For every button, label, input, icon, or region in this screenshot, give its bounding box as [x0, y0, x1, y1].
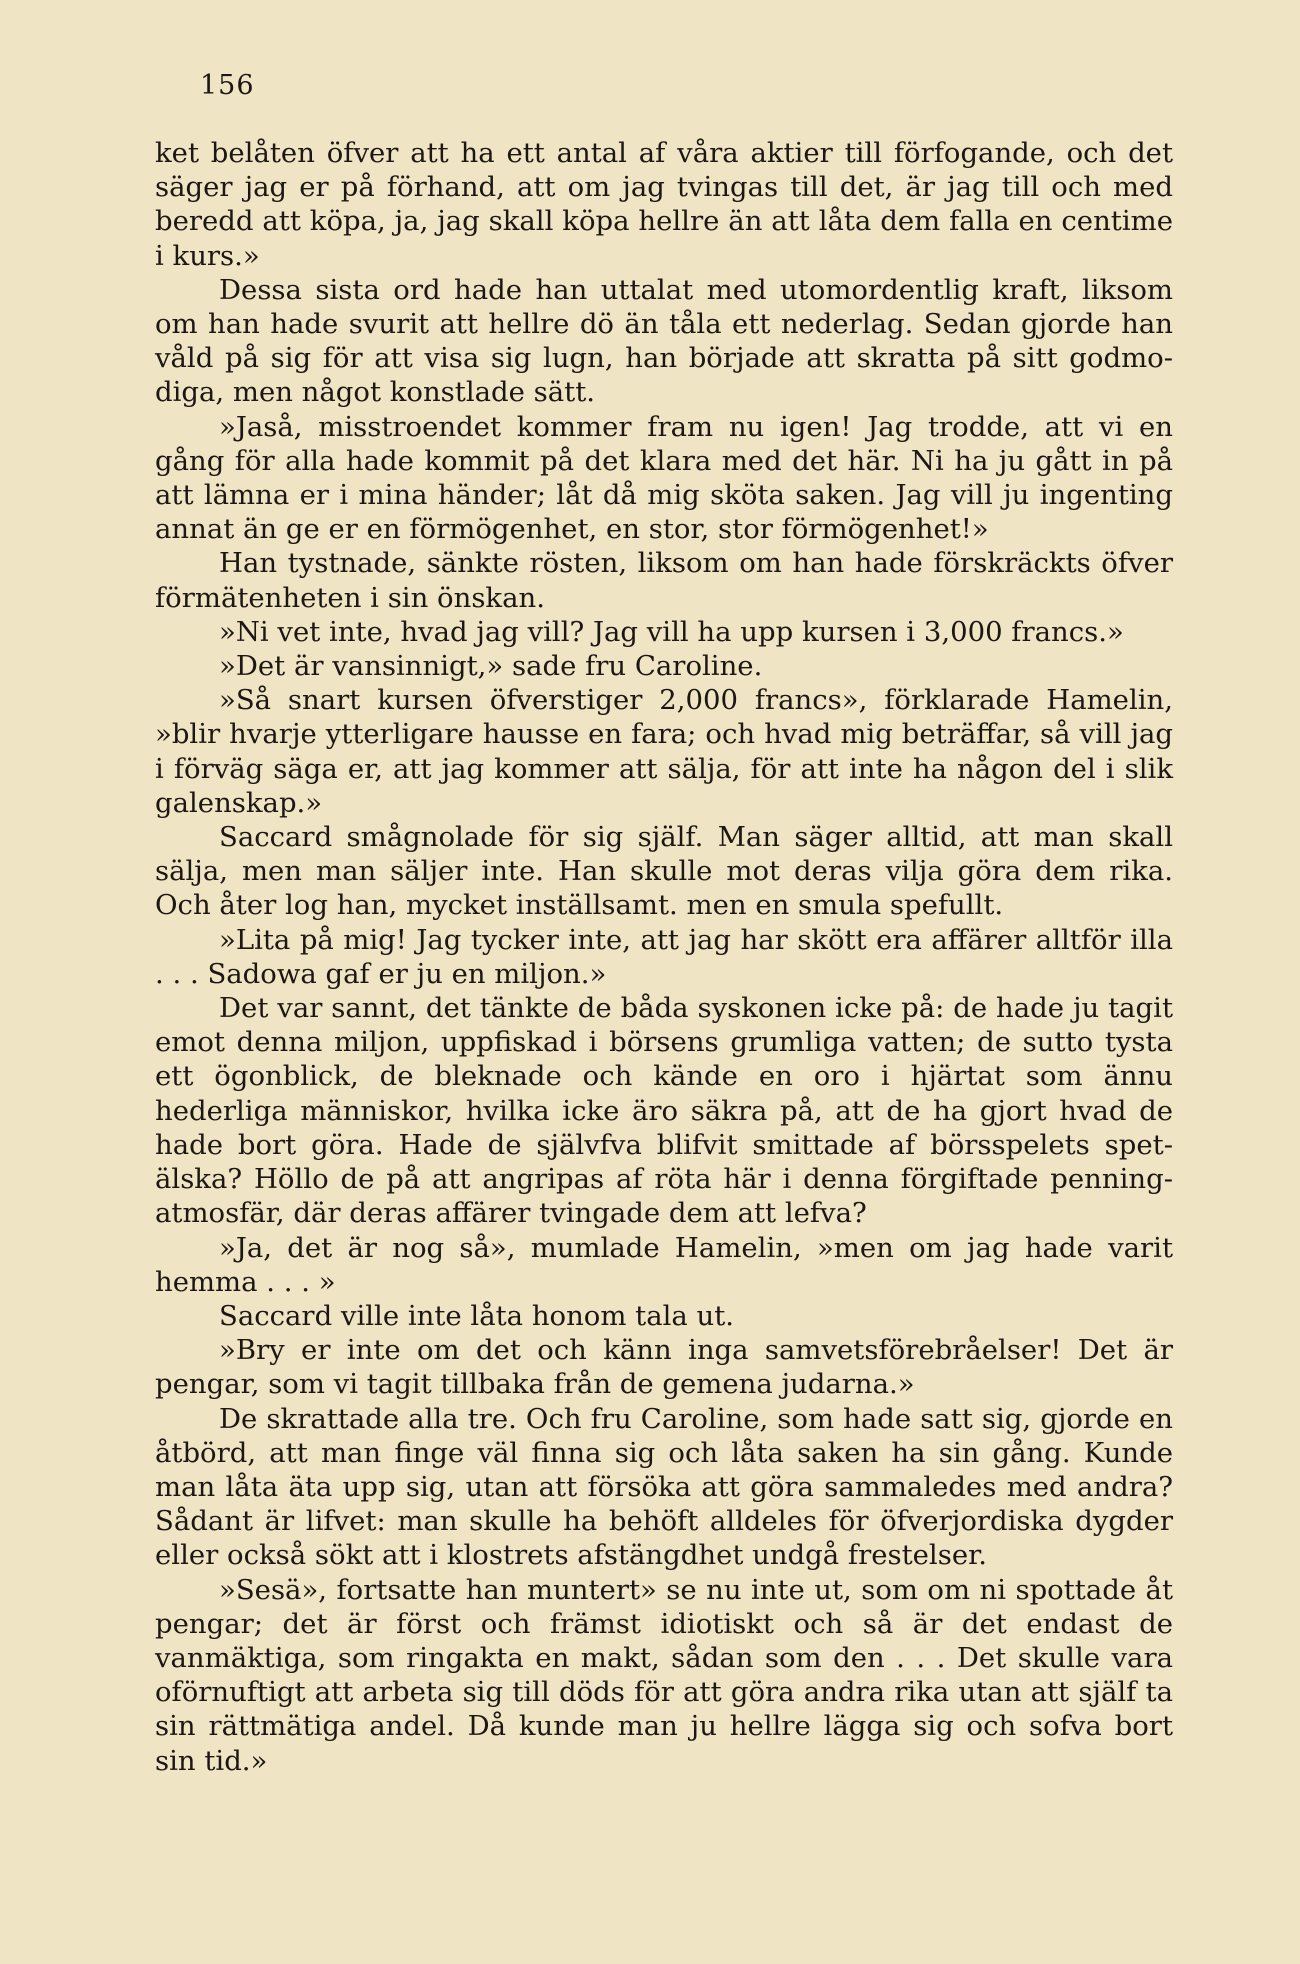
paragraph: »Det är vansinnigt,» sade fru Caroline. [219, 650, 763, 683]
paragraph: »Bry er inte om det och känn inga samvetsförebråelser! Det är pengar, som vi tagit tillbaka från de gemena judarna.» [155, 1334, 1173, 1401]
paragraph: »Lita på mig! Jag tycker inte, att jag har skött era affärer alltför illa . . . Sadowa gaf er ju en miljon.» [155, 923, 1173, 990]
paragraph: ket belåten öfver att ha ett antal af våra aktier till förfogande, och det säger jag er på förhand, att om jag tvingas till det, är jag till och med beredd att köpa, ja, jag skall köpa hellre än att låta dem falla en centime i kurs.» [155, 137, 1173, 272]
paragraph: Det var sannt, det tänkte de båda syskonen icke på: de hade ju tagit emot denna miljon, uppfiskad i börsens grumliga vatten; de sutto tysta ett ögonblick, de bleknade och kände en oro i hjärtat som ännu hederliga människor, hvilka icke äro säkra på, att de ha gjort hvad de hade bort göra. Hade de självfva blifvit smittade af börsspelets spetälska? Höllo de på att angripas af röta här i denna förgiftade penningatmosfär, där deras affärer tvingade dem att lefva? [155, 992, 1173, 1230]
paragraph: »Sesä», fortsatte han muntert» se nu inte ut, som om ni spottade åt pengar; det är först och främst idiotiskt och så är det endast de vanmäktiga, som ringakta en makt, sådan som den . . . Det skulle vara oförnuftigt att arbeta sig till döds för att göra andra rika utan att själf ta sin rättmätiga andel. Då kunde man ju hellre lägga sig och sofva bort sin tid.» [155, 1573, 1173, 1777]
paragraph: »Så snart kursen öfverstiger 2,000 francs», förklarade Hamelin, »blir hvarje ytterligare hausse en fara; och hvad mig beträffar, så vill jag i förväg säga er, att jag kommer att sälja, för att inte ha någon del i slik galenskap.» [155, 684, 1173, 819]
paragraph: Dessa sista ord hade han uttalat med utomordentlig kraft, liksom om han hade svurit att hellre dö än tåla ett nederlag. Sedan gjorde han våld på sig för att visa sig lugn, han började att skratta på sitt godmodiga, men något konstlade sätt. [155, 273, 1173, 409]
paragraph: Saccard ville inte låta honom tala ut. [219, 1299, 735, 1332]
page-number: 156 [200, 70, 255, 101]
paragraph: »Ni vet inte, hvad jag vill? Jag vill ha upp kursen i 3,000 francs.» [219, 615, 1124, 648]
paragraph: Han tystnade, sänkte rösten, liksom om han hade förskräckts öfver förmätenheten i sin önskan. [155, 547, 1173, 614]
paragraph: »Jaså, misstroendet kommer fram nu igen! Jag trodde, att vi en gång för alla hade kommit på det klara med det här. Ni ha ju gått in på att lämna er i mina händer; låt då mig sköta saken. Jag vill ju ingenting annat än ge er en förmögenhet, en stor, stor förmögenhet!» [155, 410, 1173, 546]
body-text [155, 136, 1173, 1778]
paragraph: Saccard smågnolade för sig själf. Man säger alltid, att man skall sälja, men man säljer inte. Han skulle mot deras vilja göra dem rika. Och åter log han, mycket inställsamt. men en smula spefullt. [155, 821, 1173, 922]
paragraph: De skrattade alla tre. Och fru Caroline, som hade satt sig, gjorde en åtbörd, att man finge väl finna sig och låta saken ha sin gång. Kunde man låta äta upp sig, utan att försöka att göra sammaledes med andra? Sådant är lifvet: man skulle ha behöft alldeles för öfverjordiska dygder eller också sökt att i klostrets afstängdhet undgå frestelser. [155, 1402, 1173, 1572]
paragraph: »Ja, det är nog så», mumlade Hamelin, »men om jag hade varit hemma . . . » [155, 1231, 1173, 1298]
